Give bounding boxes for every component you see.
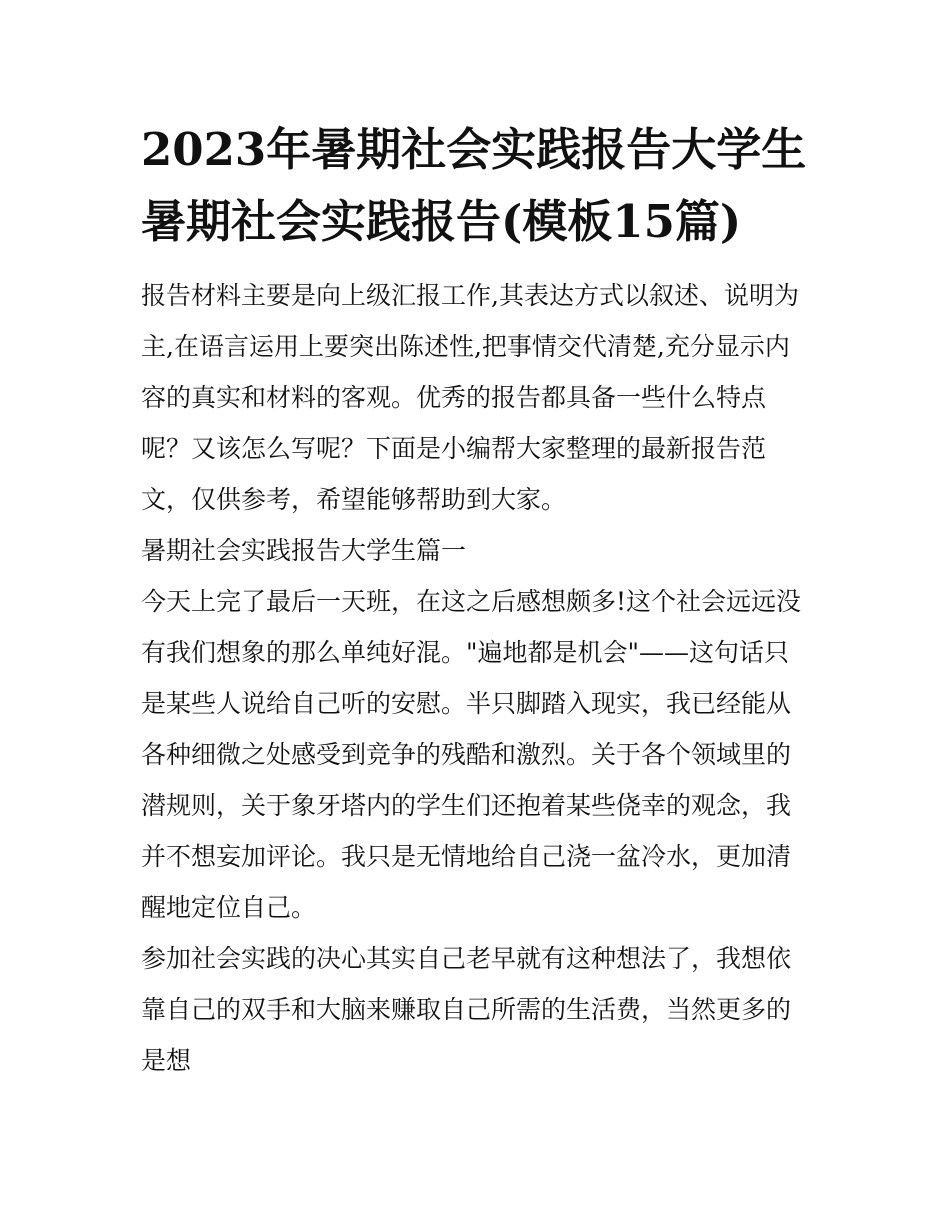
document-page (141, 114, 813, 1086)
document-title: 2023年暑期社会实践报告大学生 暑期社会实践报告(模板15篇) (141, 123, 807, 248)
document-body (141, 270, 813, 1086)
section-heading: 暑期社会实践报告大学生篇一 (141, 536, 467, 565)
body-paragraph-1: 今天上完了最后一天班，在这之后感想颇多!这个社会远远没有我们想象的那么单纯好混。"遍地都是机会"——这句话只是某些人说给自己听的安慰。半只脚踏入现实，我已经能从各种细微之处感受到竞争的残酷和激烈。关于各个领域里的潜规则，关于象牙塔内的学生们还抱着某些侥幸的观念，我并不想妄加评论。我只是无情地给自己浇一盆冷水，更加清醒地定位自己。 (141, 587, 802, 922)
intro-paragraph: 报告材料主要是向上级汇报工作,其表达方式以叙述、说明为主,在语言运用上要突出陈述性,把事情交代清楚,充分显示内容的真实和材料的客观。优秀的报告都具备一些什么特点呢？又该怎么写呢？下面是小编帮大家整理的最新报告范文，仅供参考，希望能够帮助到大家。 (141, 281, 799, 514)
body-paragraph-2: 参加社会实践的决心其实自己老早就有这种想法了，我想依靠自己的双手和大脑来赚取自己所需的生活费，当然更多的是想 (141, 944, 792, 1075)
